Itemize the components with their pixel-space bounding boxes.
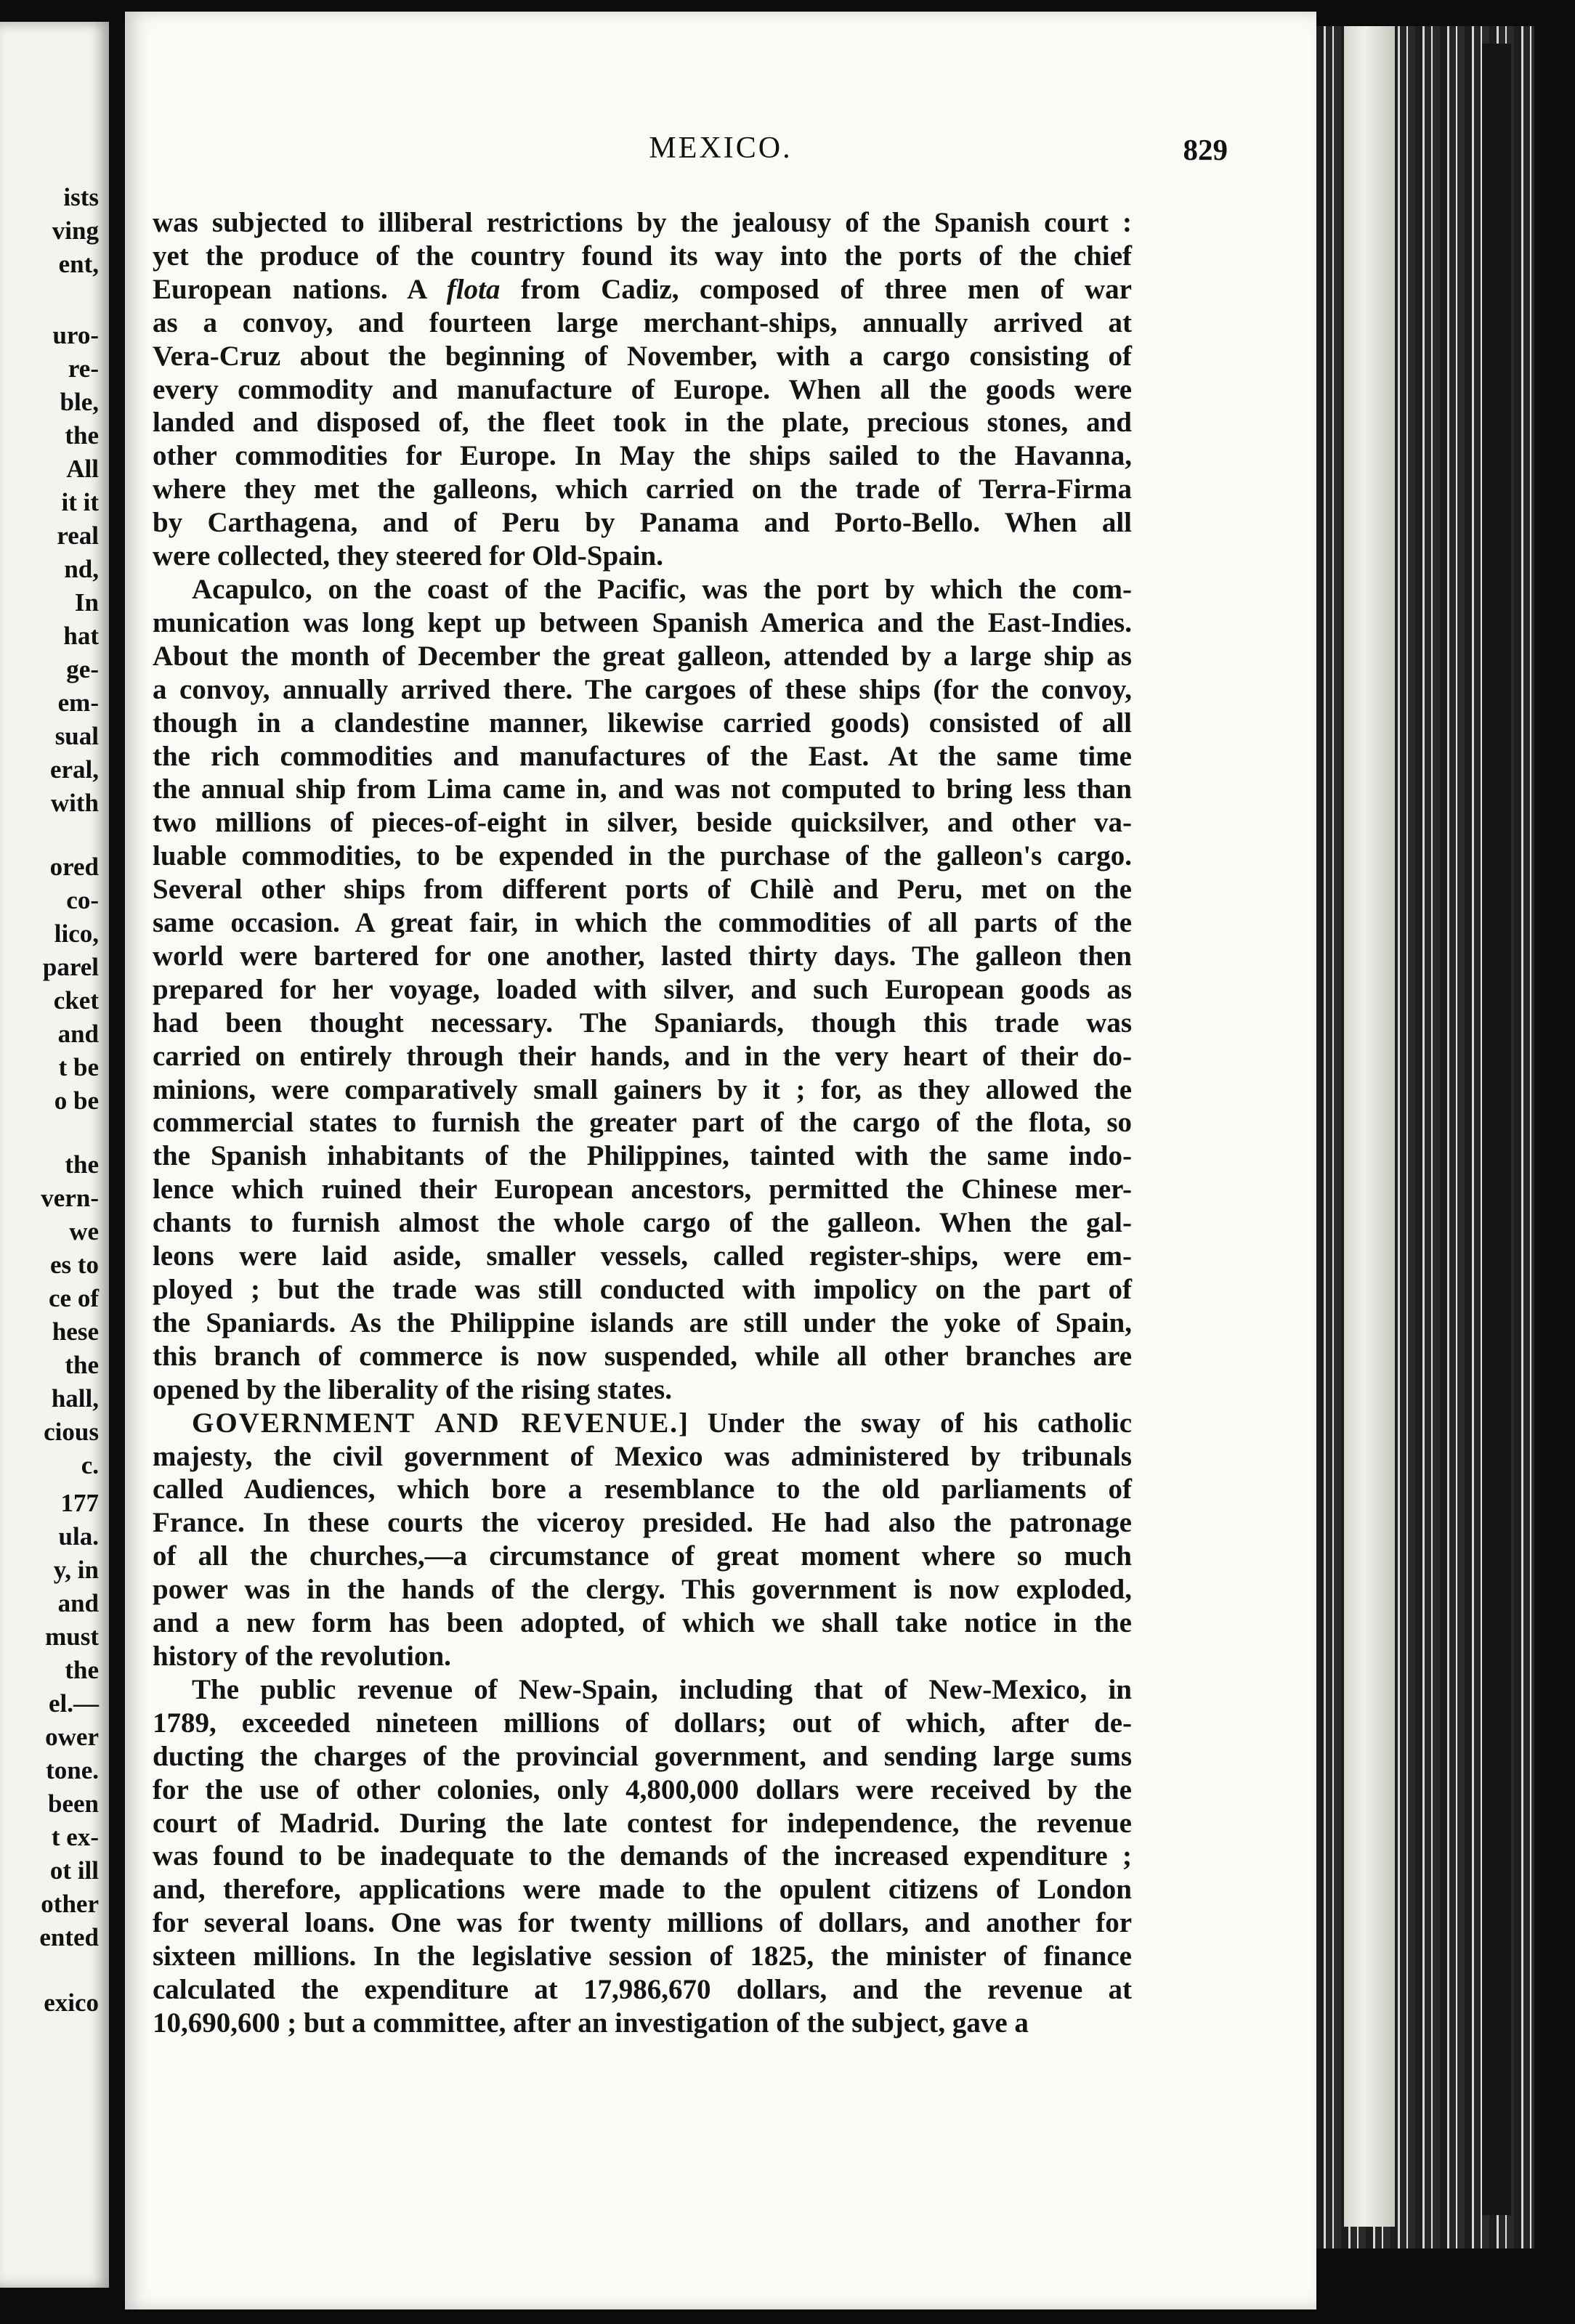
left-page-text-fragment: tone. [46, 1756, 99, 1784]
text-line: for several loans. One was for twenty millions of dollars, and another for [153, 1907, 1132, 1939]
text-line: where they met the galleons, which carried on the trade of Terra-Firma [153, 474, 1132, 505]
left-page-text-fragment: em- [57, 688, 99, 717]
text-line: lence which ruined their European ancestors, permitted the Chinese mer- [153, 1174, 1132, 1206]
text-line: majesty, the civil government of Mexico was administered by tribunals [153, 1440, 1132, 1472]
body-text [153, 206, 1132, 2040]
text-line: chants to furnish almost the whole cargo of the galleon. When the gal- [153, 1207, 1132, 1239]
text-line: European nations. A flota from Cadiz, composed of three men of war [153, 273, 1132, 305]
text-line: though in a clandestine manner, likewise carried goods) consisted of all [153, 707, 1132, 739]
left-page-text-fragment: All [66, 455, 99, 483]
text-line: was found to be inadequate to the demands of the increased expenditure ; [153, 1840, 1132, 1872]
text-line: for the use of other colonies, only 4,800,000 dollars were received by the [153, 1774, 1132, 1805]
text-line: a convoy, annually arrived there. The cargoes of these ships (for the convoy, [153, 673, 1132, 705]
text-line: The public revenue of New-Spain, including that of New-Mexico, in [192, 1673, 1132, 1705]
text-line: France. In these courts the viceroy presided. He had also the patronage [153, 1507, 1132, 1539]
text-line: munication was long kept up between Spanish America and the East-Indies. [153, 606, 1132, 638]
text-line: power was in the hands of the clergy. This government is now exploded, [153, 1574, 1132, 1606]
text-line: every commodity and manufacture of Europe. When all the goods were [153, 373, 1132, 405]
text-line: other commodities for Europe. In May the ships sailed to the Havanna, [153, 440, 1132, 472]
left-page-text-fragment: we [69, 1217, 99, 1246]
text-line: had been thought necessary. The Spaniards, though this trade was [153, 1007, 1132, 1039]
text-line: 1789, exceeded nineteen millions of dollars; out of which, after de- [153, 1707, 1132, 1739]
left-page-text-fragment: sual [54, 722, 99, 750]
page-number: 829 [1183, 133, 1228, 166]
text-line: the rich commodities and manufactures of the East. At the same time [153, 740, 1132, 772]
left-page-text-fragment: es to [49, 1251, 99, 1279]
left-page-text-fragment: vern- [41, 1184, 99, 1212]
text-line: and, therefore, applications were made to the opulent citizens of London [153, 1874, 1132, 1906]
left-page-text-fragment: el.— [48, 1689, 99, 1718]
left-page-text-fragment: exico [44, 1988, 99, 2017]
left-page-text-fragment: ble, [60, 388, 99, 416]
text-line: same occasion. A great fair, in which the commodities of all parts of the [153, 907, 1132, 939]
left-page-text-fragment: the [65, 1150, 99, 1179]
text-line: of all the churches,—a circumstance of great moment where so much [153, 1540, 1132, 1572]
text-line: this branch of commerce is now suspended, while all other branches are [153, 1340, 1132, 1372]
left-page-text-fragment: with [50, 789, 99, 817]
text-line: Vera-Cruz about the beginning of November, with a cargo consisting of [153, 340, 1132, 372]
text-line: the Spaniards. As the Philippine islands are still under the yoke of Spain, [153, 1307, 1132, 1338]
left-page-text-fragment: been [48, 1789, 99, 1818]
left-page-text-fragment: In [74, 588, 99, 617]
text-line: leons were laid aside, smaller vessels, called register-ships, were em- [153, 1240, 1132, 1272]
left-page-text-fragment: ge- [66, 655, 99, 683]
text-line: GOVERNMENT AND REVENUE.] Under the sway of his catholic [192, 1407, 1133, 1439]
text-line: world were bartered for one another, lasted thirty days. The galleon then [153, 940, 1132, 972]
text-line: the Spanish inhabitants of the Philippines, tainted with the same indo- [153, 1140, 1132, 1172]
left-page-text-fragment: co- [66, 886, 99, 914]
text-line: history of the revolution. [153, 1640, 451, 1672]
left-page-text-fragment: must [45, 1622, 99, 1651]
text-line: opened by the liberality of the rising states. [153, 1373, 672, 1405]
page-edge-light [1344, 26, 1395, 2227]
text-line: carried on entirely through their hands, and in the very heart of their do- [153, 1040, 1132, 1072]
left-page-text-fragment: hat [63, 622, 99, 650]
text-line: calculated the expenditure at 17,986,670 dollars, and the revenue at [153, 1974, 1132, 2006]
text-line: court of Madrid. During the late contest for independence, the revenue [153, 1807, 1132, 1839]
left-page-text-fragment: y, in [53, 1556, 99, 1584]
left-page-text-fragment: parel [42, 953, 99, 981]
left-page-text-fragment: nd, [64, 555, 99, 583]
left-page-text-fragment: re- [68, 354, 99, 383]
left-page-text-fragment: the [65, 1656, 99, 1684]
text-line: commercial states to furnish the greater part of the cargo of the flota, so [153, 1107, 1132, 1139]
text-line: was subjected to illiberal restrictions by the jealousy of the Spanish court : [153, 207, 1132, 238]
left-page-text-fragment: ce of [49, 1284, 99, 1312]
text-line: yet the produce of the country found its way into the ports of the chief [153, 240, 1132, 272]
left-page-text-fragment: 177 [60, 1489, 99, 1517]
text-line: 10,690,600 ; but a committee, after an investigation of the subject, gave a [153, 2007, 1029, 2039]
text-line: Acapulco, on the coast of the Pacific, was the port by which the com- [192, 573, 1132, 605]
text-line: called Audiences, which bore a resemblance to the old parliaments of [153, 1474, 1132, 1506]
text-line: landed and disposed of, the fleet took in the plate, precious stones, and [153, 407, 1132, 439]
left-page-text-fragment: o be [54, 1086, 99, 1115]
text-line: About the month of December the great galleon, attended by a large ship as [153, 640, 1132, 672]
text-line: were collected, they steered for Old-Spain. [153, 540, 663, 572]
book-page [125, 12, 1316, 2309]
left-page-text-fragment: cious [44, 1418, 99, 1446]
left-page-text-fragment: t ex- [51, 1823, 99, 1851]
left-page-text-fragment: cket [53, 986, 99, 1015]
left-page-text-fragment: and [57, 1020, 99, 1048]
left-page-text-fragment: ving [52, 216, 99, 245]
text-line: sixteen millions. In the legislative session of 1825, the minister of finance [153, 1941, 1132, 1972]
left-page-text-fragment: it it [61, 488, 99, 516]
left-page-text-fragment: the [65, 421, 99, 450]
text-line: the annual ship from Lima came in, and was not computed to bring less than [153, 773, 1132, 805]
text-line: two millions of pieces-of-eight in silver, beside quicksilver, and other va- [153, 807, 1132, 839]
text-line: by Carthagena, and of Peru by Panama and Porto-Bello. When all [153, 507, 1132, 539]
left-page-text-fragment: and [57, 1589, 99, 1617]
left-page-text-fragment: other [41, 1890, 99, 1918]
left-page-text-fragment: hese [52, 1317, 99, 1346]
left-page-text-fragment: uro- [52, 321, 99, 349]
text-line: minions, were comparatively small gainers by it ; for, as they allowed the [153, 1073, 1132, 1105]
left-page-text-fragment: c. [81, 1451, 99, 1479]
page-edge-dark [1482, 44, 1511, 2215]
left-page-text-fragment: lico, [54, 919, 99, 948]
left-page-text-fragment: the [65, 1351, 99, 1379]
text-line: and a new form has been adopted, of which we shall take notice in the [153, 1607, 1132, 1639]
text-line: prepared for her voyage, loaded with silver, and such European goods as [153, 973, 1132, 1005]
left-page-text-fragment: hall, [51, 1384, 99, 1413]
left-page-fragment [0, 22, 109, 2288]
text-line: Several other ships from different ports of Chilè and Peru, met on the [153, 874, 1132, 906]
text-line: luable commodities, to be expended in the purchase of the galleon's cargo. [153, 840, 1132, 872]
left-page-text-fragment: ent, [58, 250, 99, 278]
left-page-text-fragment: t be [58, 1053, 99, 1081]
left-page-text-fragment: real [57, 521, 99, 550]
left-page-text-fragment: eral, [49, 755, 99, 784]
running-head: MEXICO. [649, 131, 793, 165]
text-line: ducting the charges of the provincial government, and sending large sums [153, 1740, 1132, 1772]
left-page-text-fragment: ists [63, 183, 99, 211]
left-page-text-fragment: ored [49, 853, 99, 881]
text-line: as a convoy, and fourteen large merchant-ships, annually arrived at [153, 306, 1132, 338]
left-page-text-fragment: ula. [58, 1522, 99, 1551]
text-line: ployed ; but the trade was still conducted with impolicy on the part of [153, 1274, 1132, 1305]
left-page-text-fragment: ot ill [49, 1856, 99, 1885]
left-page-text-fragment: ower [45, 1723, 99, 1751]
left-page-text-fragment: ented [39, 1923, 99, 1951]
